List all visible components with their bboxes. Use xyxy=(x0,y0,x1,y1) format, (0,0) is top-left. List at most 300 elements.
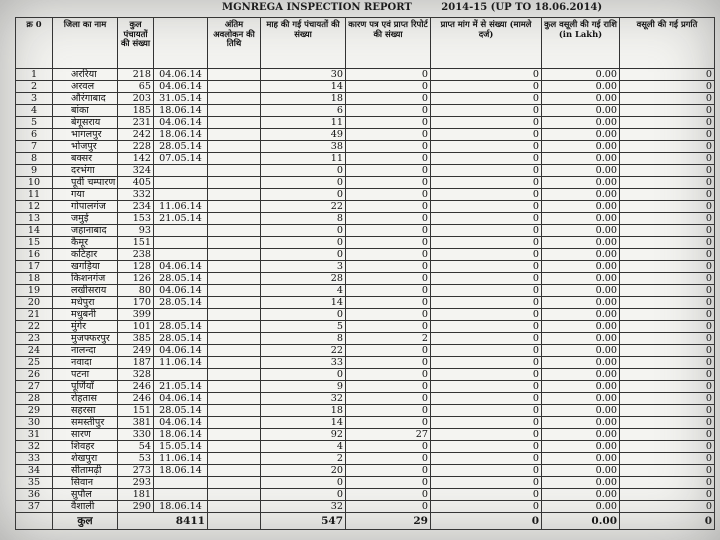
cell-recovered: 0 xyxy=(620,357,715,369)
cell-name: जहानाबाद xyxy=(53,225,118,237)
cell-sn: 32 xyxy=(16,441,53,453)
cell-blank xyxy=(208,261,261,273)
cell-date: 28.05.14 xyxy=(154,297,208,309)
cell-gp-inspected: 0 xyxy=(261,237,346,249)
cell-gp-inspected: 11 xyxy=(261,153,346,165)
cell-gp-report: 0 xyxy=(346,405,431,417)
cell-date: 31.05.14 xyxy=(154,93,208,105)
table-row xyxy=(16,189,715,201)
cell-recovered: 0 xyxy=(620,141,715,153)
cell-blank xyxy=(208,141,261,153)
column-header-2: कुल पंचायतों की संख्या xyxy=(118,18,154,69)
cell-gp-inspected: 22 xyxy=(261,201,346,213)
cell-amount: 0.00 xyxy=(542,381,620,393)
cell-gp: 293 xyxy=(118,477,154,489)
cell-cases: 0 xyxy=(431,93,542,105)
cell-name: कैमूर xyxy=(53,237,118,249)
cell-recovered: 0 xyxy=(620,285,715,297)
cell-sn: 24 xyxy=(16,345,53,357)
cell-recovered: 0 xyxy=(620,129,715,141)
cell-gp-report: 0 xyxy=(346,141,431,153)
table-row xyxy=(16,201,715,213)
table-row xyxy=(16,249,715,261)
cell-name: सीतामढ़ी xyxy=(53,465,118,477)
cell-sn: 2 xyxy=(16,81,53,93)
cell-date xyxy=(154,477,208,489)
cell-cases: 0 xyxy=(431,69,542,81)
cell-sn: 20 xyxy=(16,297,53,309)
cell-gp: 324 xyxy=(118,165,154,177)
cell-sn: 8 xyxy=(16,153,53,165)
cell-gp: 249 xyxy=(118,345,154,357)
cell-gp-report: 2 xyxy=(346,333,431,345)
table-body xyxy=(16,69,715,513)
cell-gp-inspected: 5 xyxy=(261,321,346,333)
cell-sn: 22 xyxy=(16,321,53,333)
cell-name: औरंगाबाद xyxy=(53,93,118,105)
cell-blank xyxy=(208,381,261,393)
table-row xyxy=(16,81,715,93)
cell-gp-inspected: 3 xyxy=(261,261,346,273)
cell-blank xyxy=(208,81,261,93)
cell-date: 28.05.14 xyxy=(154,333,208,345)
cell-sn: 4 xyxy=(16,105,53,117)
cell-amount: 0.00 xyxy=(542,333,620,345)
cell-gp-inspected: 22 xyxy=(261,345,346,357)
cell-cases: 0 xyxy=(431,237,542,249)
cell-gp-inspected: 18 xyxy=(261,405,346,417)
cell-gp-inspected: 33 xyxy=(261,357,346,369)
cell-gp-inspected: 49 xyxy=(261,129,346,141)
cell-gp-inspected: 0 xyxy=(261,189,346,201)
cell-sn: 13 xyxy=(16,213,53,225)
cell-gp-report: 0 xyxy=(346,225,431,237)
cell-amount: 0.00 xyxy=(542,69,620,81)
cell-date: 04.06.14 xyxy=(154,117,208,129)
cell-amount: 0.00 xyxy=(542,189,620,201)
cell-cases: 0 xyxy=(431,225,542,237)
cell-sn: 37 xyxy=(16,501,53,513)
cell-amount: 0.00 xyxy=(542,417,620,429)
cell-gp: 187 xyxy=(118,357,154,369)
cell-sn: 36 xyxy=(16,489,53,501)
column-header-1: जिला का नाम xyxy=(53,18,118,69)
cell-name: भागलपुर xyxy=(53,129,118,141)
cell-cases: 0 xyxy=(431,273,542,285)
column-header-5: माह की गई पंचायतों की संख्या xyxy=(261,18,346,69)
table-row xyxy=(16,489,715,501)
report-title xyxy=(222,2,602,16)
cell-amount: 0.00 xyxy=(542,369,620,381)
cell-gp-inspected: 4 xyxy=(261,285,346,297)
cell-date xyxy=(154,177,208,189)
cell-date: 11.06.14 xyxy=(154,201,208,213)
table-row xyxy=(16,225,715,237)
cell-date: 15.05.14 xyxy=(154,441,208,453)
total-cases: 0 xyxy=(431,513,542,530)
cell-recovered: 0 xyxy=(620,501,715,513)
cell-gp-report: 0 xyxy=(346,489,431,501)
cell-blank xyxy=(208,93,261,105)
cell-date: 28.05.14 xyxy=(154,321,208,333)
cell-date: 04.06.14 xyxy=(154,81,208,93)
cell-blank xyxy=(208,213,261,225)
cell-recovered: 0 xyxy=(620,345,715,357)
cell-blank xyxy=(208,285,261,297)
cell-gp: 101 xyxy=(118,321,154,333)
total-gp: 8411 xyxy=(118,513,208,530)
cell-gp-report: 0 xyxy=(346,129,431,141)
cell-sn: 12 xyxy=(16,201,53,213)
cell-cases: 0 xyxy=(431,441,542,453)
cell-gp: 330 xyxy=(118,429,154,441)
cell-sn: 29 xyxy=(16,405,53,417)
cell-date: 04.06.14 xyxy=(154,69,208,81)
cell-date xyxy=(154,369,208,381)
cell-name: जमुई xyxy=(53,213,118,225)
cell-recovered: 0 xyxy=(620,297,715,309)
cell-recovered: 0 xyxy=(620,177,715,189)
total-label: कुल xyxy=(53,513,118,530)
cell-gp-report: 0 xyxy=(346,165,431,177)
cell-amount: 0.00 xyxy=(542,429,620,441)
cell-gp: 238 xyxy=(118,249,154,261)
table-row xyxy=(16,285,715,297)
cell-blank xyxy=(208,69,261,81)
column-header-6: कारण पत्र एवं प्राप्त रिपोर्ट की संख्या xyxy=(346,18,431,69)
cell-gp: 142 xyxy=(118,153,154,165)
cell-name: खगड़िया xyxy=(53,261,118,273)
column-header-7: प्राप्त मांग में से संख्या (मामले दर्ज) xyxy=(431,18,542,69)
total-blank xyxy=(208,513,261,530)
table-row xyxy=(16,297,715,309)
cell-blank xyxy=(208,321,261,333)
cell-gp-inspected: 0 xyxy=(261,225,346,237)
cell-gp-inspected: 9 xyxy=(261,381,346,393)
cell-gp: 381 xyxy=(118,417,154,429)
cell-amount: 0.00 xyxy=(542,393,620,405)
cell-date xyxy=(154,309,208,321)
cell-blank xyxy=(208,441,261,453)
cell-blank xyxy=(208,489,261,501)
cell-gp: 246 xyxy=(118,393,154,405)
cell-cases: 0 xyxy=(431,477,542,489)
cell-sn: 18 xyxy=(16,273,53,285)
cell-recovered: 0 xyxy=(620,153,715,165)
cell-sn: 35 xyxy=(16,477,53,489)
cell-name: मधेपुरा xyxy=(53,297,118,309)
cell-cases: 0 xyxy=(431,501,542,513)
cell-blank xyxy=(208,333,261,345)
cell-recovered: 0 xyxy=(620,429,715,441)
cell-gp-report: 0 xyxy=(346,369,431,381)
cell-cases: 0 xyxy=(431,345,542,357)
cell-date: 18.06.14 xyxy=(154,129,208,141)
cell-blank xyxy=(208,225,261,237)
cell-gp-report: 0 xyxy=(346,441,431,453)
cell-recovered: 0 xyxy=(620,489,715,501)
cell-date: 04.06.14 xyxy=(154,261,208,273)
cell-recovered: 0 xyxy=(620,93,715,105)
cell-name: पटना xyxy=(53,369,118,381)
cell-gp: 126 xyxy=(118,273,154,285)
cell-amount: 0.00 xyxy=(542,441,620,453)
cell-recovered: 0 xyxy=(620,165,715,177)
cell-amount: 0.00 xyxy=(542,249,620,261)
cell-name: शिवहर xyxy=(53,441,118,453)
cell-date: 11.06.14 xyxy=(154,453,208,465)
cell-gp-inspected: 20 xyxy=(261,465,346,477)
table-row xyxy=(16,153,715,165)
cell-gp: 80 xyxy=(118,285,154,297)
cell-cases: 0 xyxy=(431,213,542,225)
cell-date xyxy=(154,489,208,501)
cell-cases: 0 xyxy=(431,297,542,309)
cell-sn: 25 xyxy=(16,357,53,369)
cell-name: वैशाली xyxy=(53,501,118,513)
cell-amount: 0.00 xyxy=(542,357,620,369)
cell-date: 04.06.14 xyxy=(154,285,208,297)
cell-name: सिवान xyxy=(53,477,118,489)
cell-amount: 0.00 xyxy=(542,153,620,165)
cell-recovered: 0 xyxy=(620,201,715,213)
cell-recovered: 0 xyxy=(620,393,715,405)
cell-sn: 11 xyxy=(16,189,53,201)
cell-amount: 0.00 xyxy=(542,141,620,153)
cell-gp-inspected: 32 xyxy=(261,501,346,513)
cell-date xyxy=(154,189,208,201)
cell-gp: 65 xyxy=(118,81,154,93)
cell-gp-inspected: 14 xyxy=(261,417,346,429)
cell-gp-report: 0 xyxy=(346,177,431,189)
cell-gp-report: 27 xyxy=(346,429,431,441)
report-period: 2014-15 (UP TO 18.06.2014) xyxy=(441,2,603,13)
cell-cases: 0 xyxy=(431,393,542,405)
cell-date: 28.05.14 xyxy=(154,141,208,153)
cell-gp-inspected: 0 xyxy=(261,309,346,321)
cell-gp-report: 0 xyxy=(346,273,431,285)
cell-sn: 1 xyxy=(16,69,53,81)
cell-cases: 0 xyxy=(431,285,542,297)
cell-gp: 53 xyxy=(118,453,154,465)
total-gp-inspected: 547 xyxy=(261,513,346,530)
cell-gp-inspected: 0 xyxy=(261,249,346,261)
table-row xyxy=(16,393,715,405)
total-amount: 0.00 xyxy=(542,513,620,530)
table-row xyxy=(16,261,715,273)
cell-name: कटिहार xyxy=(53,249,118,261)
cell-amount: 0.00 xyxy=(542,309,620,321)
cell-sn: 27 xyxy=(16,381,53,393)
cell-date: 28.05.14 xyxy=(154,273,208,285)
cell-recovered: 0 xyxy=(620,81,715,93)
cell-amount: 0.00 xyxy=(542,117,620,129)
cell-gp: 332 xyxy=(118,189,154,201)
cell-gp-inspected: 38 xyxy=(261,141,346,153)
cell-name: मधुबनी xyxy=(53,309,118,321)
cell-gp: 93 xyxy=(118,225,154,237)
table-row xyxy=(16,93,715,105)
table-row xyxy=(16,417,715,429)
cell-date: 21.05.14 xyxy=(154,381,208,393)
cell-blank xyxy=(208,129,261,141)
cell-name: किशनगंज xyxy=(53,273,118,285)
cell-gp: 290 xyxy=(118,501,154,513)
cell-date: 18.06.14 xyxy=(154,105,208,117)
table-row xyxy=(16,357,715,369)
cell-blank xyxy=(208,465,261,477)
cell-blank xyxy=(208,369,261,381)
cell-sn: 33 xyxy=(16,453,53,465)
cell-recovered: 0 xyxy=(620,441,715,453)
cell-gp-report: 0 xyxy=(346,357,431,369)
cell-blank xyxy=(208,165,261,177)
cell-amount: 0.00 xyxy=(542,105,620,117)
table-row xyxy=(16,273,715,285)
cell-amount: 0.00 xyxy=(542,477,620,489)
cell-name: गोपालगंज xyxy=(53,201,118,213)
cell-sn: 15 xyxy=(16,237,53,249)
total-gp-report: 29 xyxy=(346,513,431,530)
cell-gp-inspected: 0 xyxy=(261,177,346,189)
total-sn xyxy=(16,513,53,530)
cell-amount: 0.00 xyxy=(542,489,620,501)
cell-recovered: 0 xyxy=(620,213,715,225)
cell-gp: 234 xyxy=(118,201,154,213)
cell-amount: 0.00 xyxy=(542,81,620,93)
cell-amount: 0.00 xyxy=(542,201,620,213)
cell-amount: 0.00 xyxy=(542,501,620,513)
cell-amount: 0.00 xyxy=(542,297,620,309)
cell-cases: 0 xyxy=(431,309,542,321)
cell-sn: 21 xyxy=(16,309,53,321)
cell-recovered: 0 xyxy=(620,105,715,117)
cell-amount: 0.00 xyxy=(542,321,620,333)
table-row xyxy=(16,429,715,441)
cell-cases: 0 xyxy=(431,105,542,117)
table-row xyxy=(16,453,715,465)
cell-sn: 17 xyxy=(16,261,53,273)
table-row xyxy=(16,309,715,321)
cell-gp: 151 xyxy=(118,405,154,417)
cell-cases: 0 xyxy=(431,177,542,189)
cell-sn: 14 xyxy=(16,225,53,237)
cell-gp-report: 0 xyxy=(346,213,431,225)
cell-blank xyxy=(208,273,261,285)
cell-blank xyxy=(208,429,261,441)
cell-name: सुपौल xyxy=(53,489,118,501)
cell-blank xyxy=(208,153,261,165)
cell-sn: 28 xyxy=(16,393,53,405)
cell-cases: 0 xyxy=(431,261,542,273)
table-row xyxy=(16,333,715,345)
cell-cases: 0 xyxy=(431,321,542,333)
cell-date: 28.05.14 xyxy=(154,405,208,417)
cell-amount: 0.00 xyxy=(542,405,620,417)
cell-gp-inspected: 14 xyxy=(261,297,346,309)
cell-gp-report: 0 xyxy=(346,381,431,393)
cell-gp: 151 xyxy=(118,237,154,249)
cell-recovered: 0 xyxy=(620,273,715,285)
cell-name: नालन्दा xyxy=(53,345,118,357)
cell-cases: 0 xyxy=(431,81,542,93)
cell-gp-inspected: 30 xyxy=(261,69,346,81)
cell-blank xyxy=(208,453,261,465)
cell-cases: 0 xyxy=(431,429,542,441)
cell-blank xyxy=(208,345,261,357)
cell-blank xyxy=(208,297,261,309)
cell-gp-inspected: 11 xyxy=(261,117,346,129)
cell-name: पूर्णियाँ xyxy=(53,381,118,393)
table-row xyxy=(16,213,715,225)
cell-cases: 0 xyxy=(431,453,542,465)
table-row xyxy=(16,177,715,189)
cell-gp-report: 0 xyxy=(346,93,431,105)
cell-date: 21.05.14 xyxy=(154,213,208,225)
cell-gp-inspected: 0 xyxy=(261,369,346,381)
cell-gp-inspected: 18 xyxy=(261,93,346,105)
cell-amount: 0.00 xyxy=(542,285,620,297)
cell-blank xyxy=(208,237,261,249)
cell-gp: 385 xyxy=(118,333,154,345)
cell-cases: 0 xyxy=(431,405,542,417)
cell-recovered: 0 xyxy=(620,321,715,333)
cell-gp-report: 0 xyxy=(346,69,431,81)
cell-gp-report: 0 xyxy=(346,189,431,201)
cell-blank xyxy=(208,117,261,129)
cell-gp: 328 xyxy=(118,369,154,381)
cell-amount: 0.00 xyxy=(542,237,620,249)
cell-name: दरभंगा xyxy=(53,165,118,177)
cell-gp-inspected: 0 xyxy=(261,489,346,501)
table-row xyxy=(16,369,715,381)
cell-sn: 9 xyxy=(16,165,53,177)
cell-sn: 5 xyxy=(16,117,53,129)
cell-gp: 218 xyxy=(118,69,154,81)
cell-recovered: 0 xyxy=(620,417,715,429)
cell-recovered: 0 xyxy=(620,465,715,477)
cell-amount: 0.00 xyxy=(542,177,620,189)
cell-name: मुजफ्फरपुर xyxy=(53,333,118,345)
cell-sn: 23 xyxy=(16,333,53,345)
cell-amount: 0.00 xyxy=(542,165,620,177)
cell-date xyxy=(154,237,208,249)
cell-gp-inspected: 8 xyxy=(261,333,346,345)
cell-recovered: 0 xyxy=(620,225,715,237)
cell-recovered: 0 xyxy=(620,333,715,345)
table-row xyxy=(16,165,715,177)
cell-amount: 0.00 xyxy=(542,129,620,141)
cell-name: बक्सर xyxy=(53,153,118,165)
cell-gp: 273 xyxy=(118,465,154,477)
cell-name: अररिया xyxy=(53,69,118,81)
cell-blank xyxy=(208,501,261,513)
cell-sn: 16 xyxy=(16,249,53,261)
cell-blank xyxy=(208,249,261,261)
table-row xyxy=(16,381,715,393)
cell-blank xyxy=(208,417,261,429)
cell-gp-inspected: 2 xyxy=(261,453,346,465)
cell-name: शेखपुरा xyxy=(53,453,118,465)
cell-gp: 203 xyxy=(118,93,154,105)
cell-recovered: 0 xyxy=(620,189,715,201)
cell-amount: 0.00 xyxy=(542,93,620,105)
cell-cases: 0 xyxy=(431,117,542,129)
cell-cases: 0 xyxy=(431,369,542,381)
total-row xyxy=(16,513,715,530)
cell-gp: 54 xyxy=(118,441,154,453)
cell-date: 04.06.14 xyxy=(154,417,208,429)
